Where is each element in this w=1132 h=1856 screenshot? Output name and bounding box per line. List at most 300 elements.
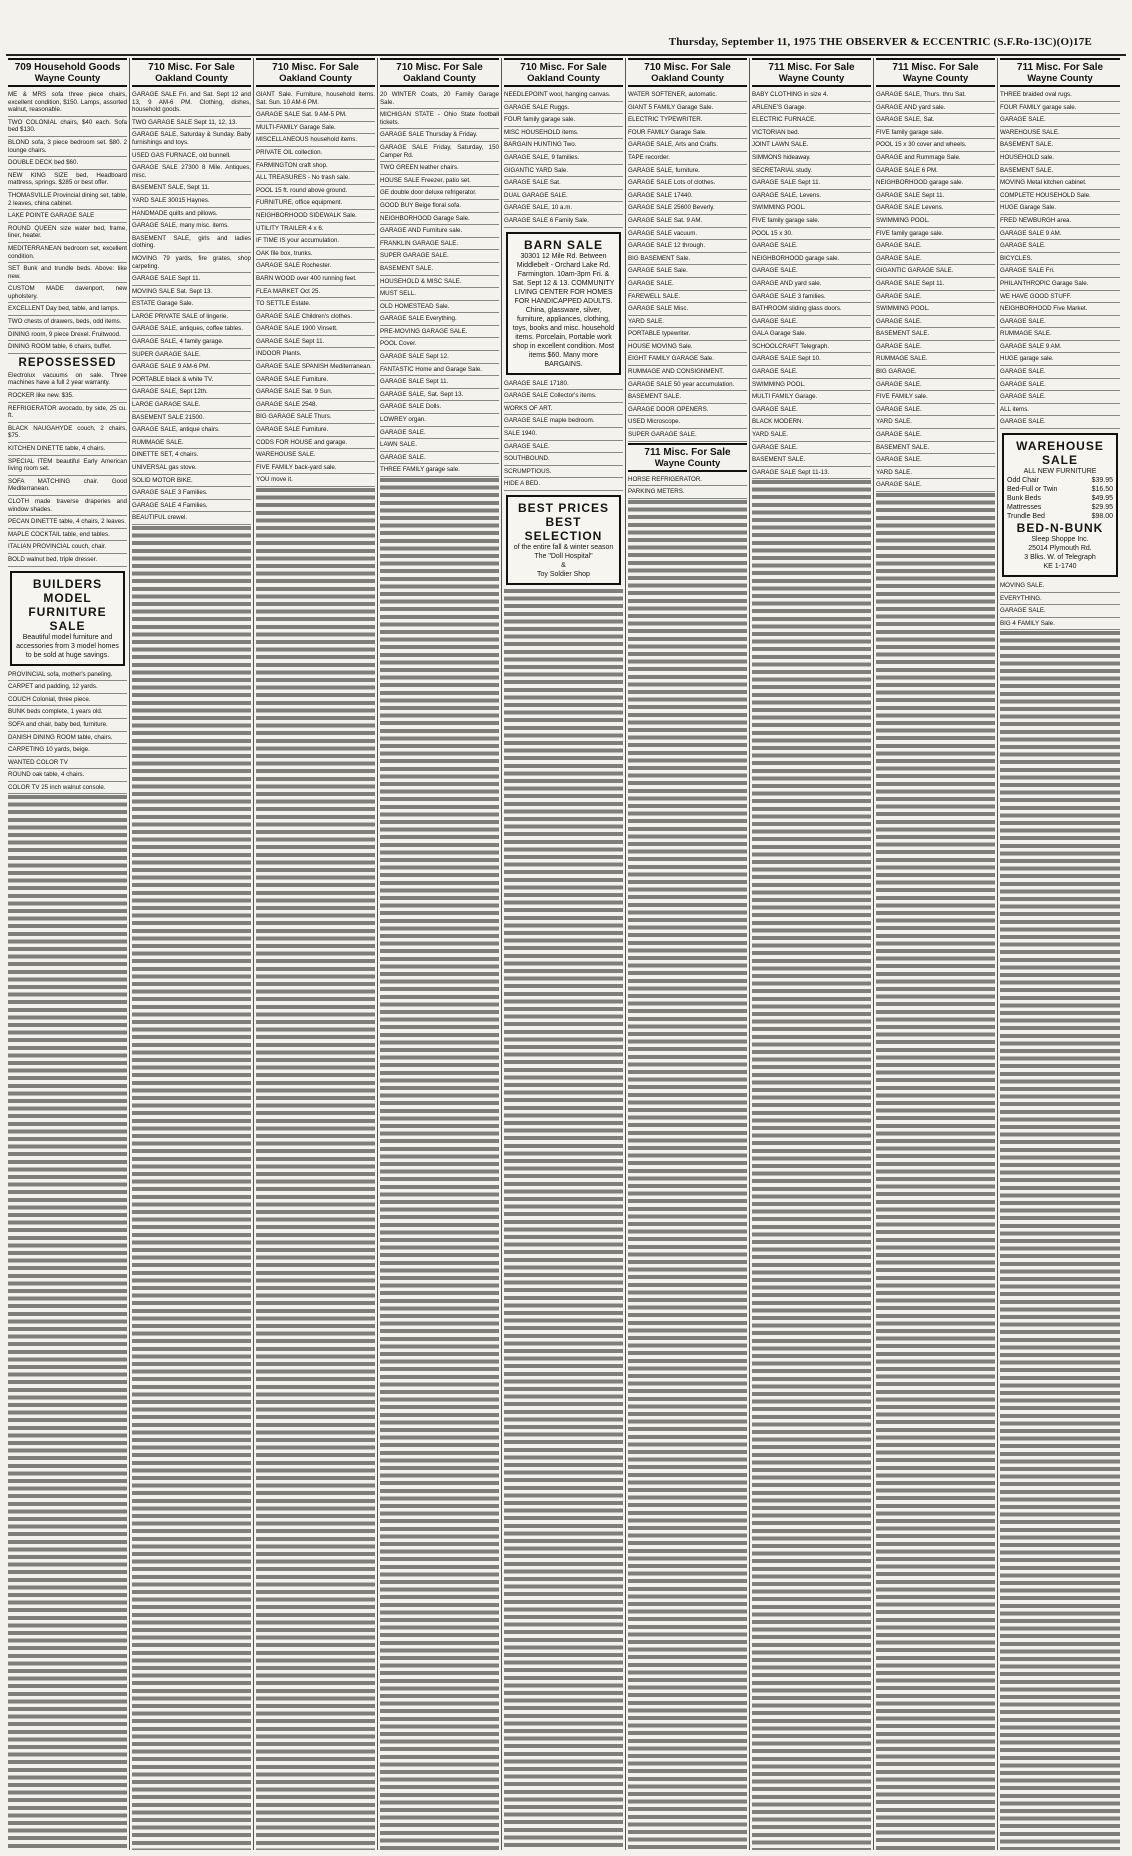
section-heading-subtitle: Wayne County (654, 457, 721, 469)
classified-ad: DOUBLE DECK bed $60. (8, 158, 127, 170)
column-heading (504, 58, 623, 87)
classified-ad: FRED NEWBURGH area. (1000, 216, 1120, 228)
classified-ad: GARAGE SALE Furniture. (256, 375, 375, 387)
classified-ad: PARKING METERS. (628, 487, 747, 499)
classified-ad: FIVE FAMILY back-yard sale. (256, 463, 375, 475)
classified-ad: GARAGE and Rummage Sale. (876, 153, 995, 165)
classified-ad: COLOR TV 25 inch walnut console. (8, 783, 127, 795)
classified-ad: SUPER GARAGE SALE. (628, 430, 747, 442)
classified-ad: GARAGE SALE Collector's items. (504, 391, 623, 403)
column-3 (254, 58, 378, 1850)
classified-ad: TWO COLONIAL chairs, $40 each. Sofa bed $130. (8, 118, 127, 137)
classified-ad: GARAGE SALE Sept 11. (876, 191, 995, 203)
classified-ad: WANTED COLOR TV (8, 758, 127, 770)
ad-list (8, 371, 127, 567)
classified-ad: CODS FOR HOUSE and garage. (256, 438, 375, 450)
classified-ad: MOVING SALE Sat. Sept 13. (132, 287, 251, 299)
classified-ad: PHILANTHROPIC Garage Sale. (1000, 279, 1120, 291)
classified-ad: HANDMADE quilts and pillows. (132, 209, 251, 221)
classified-ad: SWIMMING POOL. (876, 216, 995, 228)
warehouse-sale-title: WAREHOUSE (1016, 439, 1104, 454)
classified-ad: EIGHT FAMILY GARAGE Sale. (628, 354, 747, 366)
classified-ad: FOUR family garage sale. (504, 115, 623, 127)
classified-ad: GARAGE SALE. (876, 292, 995, 304)
classified-ad: PORTABLE black & white TV. (132, 375, 251, 387)
classified-ad: MUST SELL. (380, 289, 499, 301)
price-value: $98.00 (1091, 513, 1113, 521)
classified-ad: GARAGE SALE. (876, 430, 995, 442)
classified-ad: BLOND sofa, 3 piece bedroom set. $80. 2 lounge chairs. (8, 138, 127, 157)
classified-ad: SOFA MATCHING chair. Good Mediterranean. (8, 477, 127, 496)
classified-ad: YARD SALE. (876, 468, 995, 480)
classified-ad: GARAGE SALE. (752, 241, 871, 253)
classified-ad: GARAGE SALE Friday, Saturday, 150 Camper Rd. (380, 143, 499, 162)
classified-ad: GARAGE SALE Rochester. (256, 261, 375, 273)
classified-ad: GARAGE SALE 27300 8 Mile. Antiques, misc. (132, 163, 251, 182)
classified-ad: GARAGE SALE Sept 11. (380, 377, 499, 389)
classified-ad: GARAGE SALE 4 Families. (132, 501, 251, 513)
classified-ad: RUMMAGE SALE. (132, 438, 251, 450)
price-item: Bunk Beds (1007, 495, 1041, 503)
barn-sale-body: 30301 12 Mile Rd. Between Middlebelt - Orchard Lake Rd. Farmington. 10am-3pm Fri. & Sat. Sept 12 & 13. COMMUNITY LIVING CENTER FOR HOMES FOR HANDICAPPED ADULTS. China, glassware, silver, furniture, appliances, clothing, toys, books and misc. household items. Porcelain, Portable work shop in excellent condition. Most items $60. Many more BARGAINS. (512, 252, 615, 368)
classified-ad: NEIGHBORHOOD garage sale. (752, 254, 871, 266)
classified-ad: GARAGE SALE 3 families. (752, 292, 871, 304)
classified-ad: DANISH DINING ROOM table, chairs. (8, 733, 127, 745)
classified-ad: TWO GARAGE SALE Sept 11, 12, 13. (132, 118, 251, 130)
classified-ad: YARD SALE. (876, 417, 995, 429)
classified-ad: GARAGE SALE Children's clothes. (256, 312, 375, 324)
classified-ad: GARAGE SALE, 10 a.m. (504, 203, 623, 215)
classified-ad: EXCELLENT Day bed, table, and lamps. (8, 304, 127, 316)
classified-ad: FLEA MARKET Oct 25. (256, 287, 375, 299)
column-heading-title: 710 Misc. For Sale (272, 62, 359, 73)
classified-ad: GALA Garage Sale. (752, 329, 871, 341)
price-item: Bed-Full or Twin (1007, 486, 1058, 494)
classified-ad: BARN WOOD over 400 running feet. (256, 274, 375, 286)
classified-ad: GARAGE SALE 2548. (256, 400, 375, 412)
ad-list (256, 90, 375, 487)
classified-ad: CARPETING 10 yards, beige. (8, 745, 127, 757)
display-ad-title: BUILDERS MODEL (32, 576, 103, 605)
classified-ad: GARAGE SALE. (1000, 392, 1120, 404)
price-list (1007, 476, 1113, 521)
ad-list (380, 90, 499, 477)
classified-ad: BLACK NAUGAHYDE couch, 2 chairs, $75. (8, 424, 127, 443)
classified-ad: OAK file box, trunks. (256, 249, 375, 261)
classified-ad: GARAGE SALE. (1000, 317, 1120, 329)
classified-ad: GARAGE SALE. (876, 455, 995, 467)
classified-ad: GARAGE SALE Fri. and Sat. Sept 12 and 13, 9 AM-6 PM. Clothing, dishes, household goods. (132, 90, 251, 117)
classified-ad: KITCHEN DINETTE table, 4 chairs. (8, 444, 127, 456)
column-heading-subtitle: Oakland County (527, 73, 600, 84)
masthead-rule (6, 54, 1126, 56)
classified-ad: MICHIGAN STATE - Ohio State football tickets. (380, 110, 499, 129)
classified-ad: MISC HOUSEHOLD items. (504, 128, 623, 140)
display-ad (10, 571, 125, 666)
classified-ad: GARAGE SALE. (876, 254, 995, 266)
display-ad-body: Beautiful model furniture and accessories from 3 model homes to be sold at huge savings. (16, 633, 119, 659)
classified-ad: FIVE family garage sale. (876, 128, 995, 140)
column-7 (750, 58, 874, 1850)
classified-ad: GARAGE SALE. (876, 317, 995, 329)
classified-ad: INDOOR Plants. (256, 349, 375, 361)
classified-ad: HOUSE SALE Freezer, patio set. (380, 176, 499, 188)
classified-ad: LOWREY organ. (380, 415, 499, 427)
doll-hospital-ad (506, 495, 621, 585)
classified-ad: GIANT 5 FAMILY Garage Sale. (628, 103, 747, 115)
classified-ad: GARAGE SALE, antique chairs. (132, 425, 251, 437)
classified-ad: WATER SOFTENER, automatic. (628, 90, 747, 102)
ad-list (1000, 581, 1120, 630)
classified-ad: GARAGE SALE, Sat. Sept 13. (380, 390, 499, 402)
classified-ad: NEIGHBORHOOD Garage Sale. (380, 214, 499, 226)
classified-ad: YARD SALE. (752, 430, 871, 442)
classified-ad: TWO chests of drawers, beds, odd items. (8, 317, 127, 329)
classified-ad: PRIVATE OIL collection. (256, 148, 375, 160)
classified-ad: WE HAVE GOOD STUFF. (1000, 292, 1120, 304)
classified-ad: MOVING 79 yards, fire grates, shop carpeting. (132, 254, 251, 273)
column-heading (8, 58, 127, 87)
classified-ad: SIMMONS hideaway. (752, 153, 871, 165)
ad-list (752, 90, 871, 479)
classified-ad: GARAGE SALE. (380, 453, 499, 465)
classified-ad: SECRETARIAL study. (752, 166, 871, 178)
warehouse-sale-line: KE 1-1740 (1043, 563, 1077, 571)
masthead (0, 0, 1132, 58)
column-6 (626, 58, 750, 1850)
column-heading (876, 58, 995, 87)
column-4 (378, 58, 502, 1850)
text-filler (380, 478, 499, 1850)
classified-ad: VICTORIAN bed. (752, 128, 871, 140)
classified-ad: GARAGE SALE Dolls. (380, 402, 499, 414)
section-headline: REPOSSESSED (18, 356, 117, 369)
page-date-line: Thursday, September 11, 1975 THE OBSERVER & ECCENTRIC (S.F.Ro-13C)(O)17E (668, 36, 1092, 48)
classified-ad: 20 WINTER Coats, 20 Family Garage Sale. (380, 90, 499, 109)
classified-ad: MOVING SALE. (1000, 581, 1120, 593)
classified-ad: GARAGE SALE. (876, 241, 995, 253)
display-ad-subtitle: FURNITURE SALE (28, 604, 107, 633)
section-heading-title: 711 Misc. For Sale (644, 446, 731, 458)
classified-ad: PECAN DINETTE table, 4 chairs, 2 leaves. (8, 517, 127, 529)
text-filler (256, 488, 375, 1850)
classified-ad: HOUSEHOLD sale. (1000, 153, 1120, 165)
classified-ad: GARAGE SALE, Thurs. thru Sat. (876, 90, 995, 102)
column-heading-title: 710 Misc. For Sale (396, 62, 483, 73)
classified-ad: GARAGE SALE Sept 11-13. (752, 468, 871, 480)
classified-ad: RUMMAGE SALE. (876, 354, 995, 366)
classified-ad: HUGE garage sale. (1000, 354, 1120, 366)
classified-ad: SCHOOLCRAFT Telegraph. (752, 342, 871, 354)
classified-ad: GARAGE SALE Sat. 9 AM. (628, 216, 747, 228)
classified-ad: USED Microscope. (628, 417, 747, 429)
classified-ad: GARAGE SALE Sept 11. (256, 337, 375, 349)
classified-columns (6, 58, 1126, 1850)
classified-ad: MOVING Metal kitchen cabinet. (1000, 178, 1120, 190)
price-item: Mattresses (1007, 504, 1042, 512)
classified-ad: GARAGE SALE 9 AM. (1000, 342, 1120, 354)
classified-ad: DINETTE SET, 4 chairs. (132, 450, 251, 462)
classified-ad: GARAGE SALE. (752, 405, 871, 417)
text-filler (876, 493, 995, 1850)
classified-ad: FOUR FAMILY garage sale. (1000, 103, 1120, 115)
classified-ad: GARAGE SALE. (504, 442, 623, 454)
classified-ad: GARAGE SALE Sat. (504, 178, 623, 190)
classified-ad: POOL 15 x 30. (752, 229, 871, 241)
classified-ad: EVERYTHING. (1000, 594, 1120, 606)
classified-ad: PROVINCIAL sofa, mother's paneling. (8, 670, 127, 682)
classified-ad: GARAGE AND yard sale. (752, 279, 871, 291)
classified-ad: GARAGE SALE. (1000, 606, 1120, 618)
classified-ad: HOUSE MOVING Sale. (628, 342, 747, 354)
classified-ad: GARAGE SALE Sat. 9 Sun. (256, 387, 375, 399)
classified-ad: MAPLE COCKTAIL table, end tables. (8, 530, 127, 542)
classified-ad: SOUTHBOUND. (504, 454, 623, 466)
column-heading (628, 58, 747, 87)
classified-ad: GARAGE SALE. (1000, 115, 1120, 127)
ad-list (628, 475, 747, 499)
classified-ad: GARAGE SALE Everything. (380, 314, 499, 326)
classified-ad: GARAGE SALE Levens. (876, 203, 995, 215)
ad-list (504, 379, 623, 491)
classified-ad: FAREWELL SALE. (628, 292, 747, 304)
classified-ad: BASEMENT SALE. (876, 443, 995, 455)
classified-ad: BASEMENT SALE. (380, 264, 499, 276)
column-1 (6, 58, 130, 1850)
warehouse-sale-subtitle: SALE (1041, 453, 1078, 468)
classified-ad: MULTI-FAMILY Garage Sale. (256, 123, 375, 135)
price-value: $29.95 (1091, 504, 1113, 512)
text-filler (8, 795, 127, 1850)
classified-ad: MEDITERRANEAN bedroom set, excellent condition. (8, 244, 127, 263)
column-heading-subtitle: Wayne County (902, 73, 969, 84)
classified-ad: GARAGE AND yard sale. (876, 103, 995, 115)
column-heading-title: 711 Misc. For Sale (768, 62, 855, 73)
classified-ad: GARAGE SALE 1900 Vinsett. (256, 324, 375, 336)
classified-ad: CUSTOM MADE davenport, new upholstery. (8, 284, 127, 303)
price-value: $39.95 (1091, 477, 1113, 485)
classified-ad: GARAGE SALE Sept 11. (876, 279, 995, 291)
classified-ad: THREE braided oval rugs. (1000, 90, 1120, 102)
classified-ad: SALE 1940. (504, 429, 623, 441)
column-heading-subtitle: Wayne County (778, 73, 845, 84)
classified-ad: ALL items. (1000, 405, 1120, 417)
classified-ad: SWIMMING POOL. (876, 304, 995, 316)
doll-hospital-line: & (561, 561, 566, 569)
doll-hospital-line: of the entire fall & winter season (513, 543, 614, 551)
classified-ad: GARAGE SALE, Sept 12th. (132, 387, 251, 399)
classified-ad: ALL TREASURES - No trash sale. (256, 173, 375, 185)
column-heading-title: 710 Misc. For Sale (148, 62, 235, 73)
classified-ad: OLD HOMESTEAD Sale. (380, 302, 499, 314)
classified-ad: GARAGE SALE. (876, 342, 995, 354)
classified-ad: GARAGE SALE 25600 Beverly. (628, 203, 747, 215)
classified-ad: ESTATE Garage Sale. (132, 299, 251, 311)
classified-ad: THREE FAMILY garage sale. (380, 465, 499, 477)
classified-ad: GARAGE SALE. (752, 367, 871, 379)
classified-ad: GARAGE SALE maple bedroom. (504, 416, 623, 428)
classified-ad: ELECTRIC FURNACE. (752, 115, 871, 127)
classified-ad: BASEMENT SALE 21500. (132, 413, 251, 425)
column-heading-subtitle: Wayne County (1027, 73, 1093, 84)
warehouse-sale-line: 25014 Plymouth Rd. (1028, 545, 1092, 553)
column-heading-title: 711 Misc. For Sale (892, 62, 979, 73)
column-heading-title: 709 Household Goods (14, 62, 121, 73)
classified-ad: DINING ROOM table, 6 chairs, buffet. (8, 342, 127, 354)
classified-ad: JOINT LAWN SALE. (752, 140, 871, 152)
classified-ad: BIG GARAGE SALE Thurs. (256, 412, 375, 424)
classified-ad: CARPET and padding, 12 yards. (8, 682, 127, 694)
classified-ad: MULTI FAMILY Garage. (752, 392, 871, 404)
doll-hospital-line: The "Doll Hospital" (534, 552, 593, 560)
classified-ad: LAWN SALE. (380, 440, 499, 452)
classified-ad: FARMINGTON craft shop. (256, 161, 375, 173)
classified-ad: GARAGE SALE Furniture. (256, 425, 375, 437)
column-9 (998, 58, 1122, 1850)
classified-ad: BASEMENT SALE. (1000, 166, 1120, 178)
classified-ad: ME & MRS sofa three piece chairs, excellent condition, $150. Lamps, assorted walnut, reasonable. (8, 90, 127, 117)
barn-sale-ad (506, 232, 621, 375)
classified-ad: SPECIAL ITEM beautiful Early American living room set. (8, 457, 127, 476)
classified-ad: GARAGE SALE 6 PM. (876, 166, 995, 178)
text-filler (752, 480, 871, 1850)
column-heading-title: 710 Misc. For Sale (644, 62, 731, 73)
classified-ad: POOL 15 ft. round above ground. (256, 186, 375, 198)
classified-ad: HUGE Garage Sale. (1000, 203, 1120, 215)
classified-ad: GARAGE SALE Thursday & Friday. (380, 130, 499, 142)
classified-ad: BABY CLOTHING in size 4. (752, 90, 871, 102)
column-heading (1000, 58, 1120, 87)
ad-list (628, 90, 747, 442)
price-row (1007, 512, 1113, 521)
classified-ad: SET Bunk and trundle beds. Above: like new. (8, 264, 127, 283)
classified-ad: GARAGE SALE Sept 11. (752, 178, 871, 190)
classified-ad: GARAGE SALE, many misc. items. (132, 221, 251, 233)
text-filler (504, 589, 623, 1850)
classified-ad: ELECTRIC TYPEWRITER. (628, 115, 747, 127)
classified-ad: SWIMMING POOL. (752, 380, 871, 392)
classified-ad: GARAGE SALE Sale. (628, 266, 747, 278)
classified-ad: POOL 15 x 30 cover and wheels. (876, 140, 995, 152)
doll-hospital-subtitle: BEST SELECTION (524, 514, 603, 543)
classified-ad: GARAGE SALE 9 AM-6 PM. (132, 362, 251, 374)
price-item: Odd Chair (1007, 477, 1039, 485)
classified-ad: BIG BASEMENT Sale. (628, 254, 747, 266)
classified-ad: RUMMAGE SALE. (1000, 329, 1120, 341)
classified-ad: YARD SALE 30015 Haynes. (132, 196, 251, 208)
classified-ad: COUCH Colonial, three piece. (8, 695, 127, 707)
classified-ad: GARAGE SALE, 4 family garage. (132, 337, 251, 349)
classified-ad: ARLENE'S Garage. (752, 103, 871, 115)
classified-ad: ROUND QUEEN size water bed, frame, liner, heater. (8, 224, 127, 243)
classified-ad: GARAGE SALE vacuum. (628, 229, 747, 241)
classified-ad: GARAGE SALE. (1000, 241, 1120, 253)
classified-ad: GIANT Sale. Furniture, household items. Sat. Sun. 10 AM-6 PM. (256, 90, 375, 109)
price-value: $16.50 (1091, 486, 1113, 494)
classified-ad: TO SETTLE Estate. (256, 299, 375, 311)
classified-ad: GARAGE SALE. (876, 405, 995, 417)
price-row (1007, 503, 1113, 512)
classified-ad: GARAGE SALE. (1000, 367, 1120, 379)
classified-ad: GARAGE SALE, Sat. (876, 115, 995, 127)
classified-ad: GARAGE SALE 9 AM. (1000, 229, 1120, 241)
classified-ad: GARAGE SALE 17180. (504, 379, 623, 391)
price-row (1007, 476, 1113, 485)
classified-ad: GIGANTIC GARAGE SALE. (876, 266, 995, 278)
classified-ad: SWIMMING POOL. (752, 203, 871, 215)
classified-ad: USED GAS FURNACE, old bunnell. (132, 151, 251, 163)
classified-ad: LAKE POINTE GARAGE SALE (8, 211, 127, 223)
classified-ad: GARAGE SALE Sat. 9 AM-5 PM. (256, 110, 375, 122)
classified-ad: GARAGE SALE. (752, 266, 871, 278)
text-filler (1000, 631, 1120, 1850)
classified-ad: LARGE GARAGE SALE. (132, 400, 251, 412)
column-heading-subtitle: Oakland County (651, 73, 724, 84)
classified-ad: SCRUMPTIOUS. (504, 467, 623, 479)
classified-ad: GOOD BUY Beige floral sofa. (380, 201, 499, 213)
classified-ad: BARGAIN HUNTING Two. (504, 140, 623, 152)
classified-ad: WAREHOUSE SALE. (1000, 128, 1120, 140)
classified-ad: NEW KING SIZE bed, Headboard mattress, springs. $285 or best offer. (8, 171, 127, 190)
classified-ad: ITALIAN PROVINCIAL couch, chair. (8, 542, 127, 554)
text-filler (628, 500, 747, 1850)
column-heading-title: 711 Misc. For Sale (1016, 62, 1104, 73)
classified-ad: SOLID MOTOR BIKE. (132, 476, 251, 488)
classified-ad: GARAGE SALE, Levens. (752, 191, 871, 203)
classified-ad: BASEMENT SALE. (752, 455, 871, 467)
classified-ad: FIVE family garage sale. (752, 216, 871, 228)
price-row (1007, 485, 1113, 494)
column-2 (130, 58, 254, 1850)
doll-hospital-line: Toy Soldier Shop (537, 570, 590, 578)
classified-ad: GARAGE SALE Lots of clothes. (628, 178, 747, 190)
classified-ad: HIDE A BED. (504, 479, 623, 491)
classified-ad: BIG 4 FAMILY Sale. (1000, 619, 1120, 631)
classified-ad: GARAGE SALE 17440. (628, 191, 747, 203)
classified-ad: WAREHOUSE SALE. (256, 450, 375, 462)
classified-ad: GARAGE SALE Ruggs. (504, 103, 623, 115)
classified-ad: PRE-MOVING GARAGE SALE. (380, 327, 499, 339)
classified-ad: TAPE recorder. (628, 153, 747, 165)
classified-ad: WORKS OF ART. (504, 404, 623, 416)
warehouse-sale-line: ALL NEW FURNITURE (1023, 468, 1097, 476)
classified-ad: UNIVERSAL gas stove. (132, 463, 251, 475)
classified-ad: FIVE family garage sale. (876, 229, 995, 241)
classified-ad: NEIGHBORHOOD garage sale. (876, 178, 995, 190)
classified-ad: GARAGE SALE. (876, 380, 995, 392)
classified-ad: FOUR FAMILY Garage Sale. (628, 128, 747, 140)
classified-ad: BATHROOM sliding glass doors. (752, 304, 871, 316)
classified-ad: BEAUTIFUL crewel. (132, 513, 251, 525)
column-heading (256, 58, 375, 87)
classified-ad: GARAGE SALE 6 Family Sale. (504, 216, 623, 228)
classified-ad: GARAGE SALE Sept 11. (132, 274, 251, 286)
ad-list (1000, 90, 1120, 429)
ad-list (8, 90, 127, 354)
classified-ad: Electrolux vacuums on sale. Three machines have a full 2 year warranty. (8, 371, 127, 390)
classified-ad: GARAGE SALE. (1000, 417, 1120, 429)
classified-ad: MISCELLANEOUS household items. (256, 135, 375, 147)
classified-ad: GARAGE SALE, furniture. (628, 166, 747, 178)
text-filler (132, 526, 251, 1850)
ad-list (876, 90, 995, 492)
classified-ad: BASEMENT SALE. (1000, 140, 1120, 152)
classified-ad: POOL Cover. (380, 339, 499, 351)
price-item: Trundle Bed (1007, 513, 1045, 521)
classified-ad: CLOTH made traverse draperies and window shades. (8, 497, 127, 516)
classified-ad: SOFA and chair, baby bed, furniture. (8, 720, 127, 732)
classified-ad: PORTABLE typewriter. (628, 329, 747, 341)
